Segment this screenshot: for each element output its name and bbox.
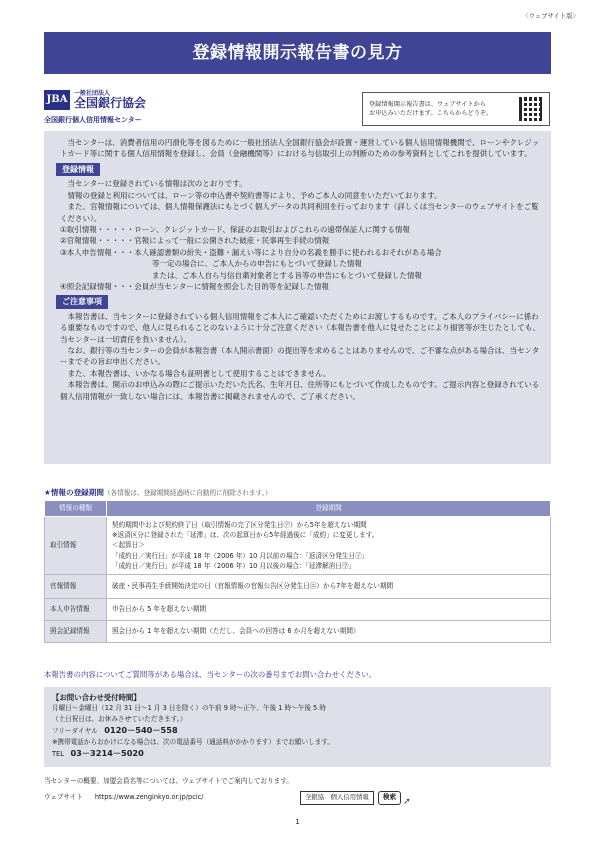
main-info-box bbox=[44, 131, 551, 464]
reg-item-4: ④照会記録情報・・・会員が当センターに情報を照会した目的等を記録した情報 bbox=[60, 281, 329, 291]
mobile-note: ※携帯電話からおかけになる場合は、次の電話番号（通話料がかかります）までお願いします。 bbox=[52, 737, 334, 746]
footer-website bbox=[44, 793, 204, 803]
period-line: 「成約日／実行日」が平成 18 年（2006 年）10 月以後の場合：「延滞解消日㋒」 bbox=[112, 561, 356, 570]
tel-number[interactable]: 03－3214－5020 bbox=[70, 747, 144, 758]
period-line: 契約期間中および契約終了日（取引情報の完了区分発生日㋐）から5年を超えない期間 bbox=[112, 521, 367, 529]
logo-mark: JBA bbox=[44, 90, 70, 110]
contact-question: 本報告書の内容についてご質問等がある場合は、当センターの次の番号までお問い合わせください。 bbox=[44, 670, 377, 679]
note-para-1: 本報告書は、当センターに登録されている個人信用情報をご本人にご確認いただくためにお渡しするものです。ご本人のプライバシーに係わる重要なものですので、他人に見られることのないように十分ご注意ください（本報告書を他人に見せたことにより損害等が生じたとしても、当センターは一切責任を負いません）。 bbox=[60, 311, 540, 344]
contact-hours: 月曜日～金曜日（12 月 31 日～1 月 3 日を除く）の午前 9 時～正午、午後 1 時～午後 5 時 bbox=[52, 704, 326, 713]
contact-heading: 【お問い合わせ受付時間】 bbox=[52, 693, 141, 702]
table-row bbox=[45, 517, 551, 575]
search-input[interactable]: 全銀協 個人信用情報 bbox=[300, 791, 374, 804]
free-dial-number[interactable]: 0120－540－558 bbox=[104, 724, 178, 735]
page-number: 1 bbox=[295, 818, 300, 826]
jba-logo bbox=[44, 90, 146, 110]
note-para-2: なお、銀行等の当センターの会員が本報告書（本人開示書面）の提出等を求めることはありませんので、ご不審な点がある場合は、当センターまでその旨お申出ください。 bbox=[60, 346, 540, 367]
contact-box bbox=[44, 687, 551, 767]
reg-item-3-cont-1: 等一定の場合に、ご本人からの申告にもとづいて登録した情報 bbox=[152, 259, 362, 269]
reg-period-title-text: ★情報の登録期間 bbox=[44, 488, 104, 497]
contact-holiday: （土日祝日は、お休みさせていただきます。） bbox=[52, 714, 187, 723]
reg-line-2: 情報の登録と利用については、ローン等の申込書や契約書等により、予めご本人の同意をいただいております。 bbox=[67, 190, 442, 200]
table-row bbox=[45, 621, 551, 643]
reg-line-1: 当センターに登録されている情報は次のとおりです。 bbox=[67, 179, 247, 189]
cursor-arrow-icon: ➚ bbox=[403, 797, 411, 807]
period-cell: 照会日から 1 年を超えない期間（ただし、会員への回答は 6 か月を超えない期間） bbox=[107, 621, 551, 643]
org-name: 全国銀行協会 bbox=[74, 96, 147, 111]
tel-row bbox=[52, 747, 543, 760]
version-note: 〈ウェブサイト版〉 bbox=[522, 12, 579, 20]
web-notice-line1: 登録情報開示報告書は、ウェブサイトから bbox=[369, 100, 486, 108]
web-application-box[interactable] bbox=[362, 92, 550, 126]
period-cell: 申告日から 5 年を超えない期間 bbox=[107, 599, 551, 621]
table-row bbox=[45, 575, 551, 599]
reg-line-3: また、官報情報については、個人情報保護法にもとづく個人データの共同利用を行っております（詳しくは当センターのウェブサイトをご覧ください）。 bbox=[60, 202, 539, 223]
note-para-4: 本報告書は、開示のお申込みの際にご提示いただいた氏名、生年月日、住所等にもとづいて作成したものです。ご提示内容と登録されている個人信用情報が一致しない場合には、本報告書に掲載されませんので、ご了承ください。 bbox=[60, 380, 540, 401]
free-dial-row bbox=[52, 724, 543, 737]
period-line: ＜起算日＞ bbox=[112, 541, 145, 550]
info-type-cell: 官報情報 bbox=[45, 575, 107, 599]
search-box bbox=[300, 790, 411, 806]
center-name: 全国銀行個人信用情報センター bbox=[44, 116, 142, 124]
tel-label: TEL bbox=[52, 749, 64, 758]
website-label: ウェブサイト bbox=[44, 793, 83, 801]
website-url-link[interactable]: https://www.zenginkyo.or.jp/pcic/ bbox=[94, 793, 204, 801]
registration-period-table bbox=[44, 500, 551, 643]
period-line: ※返済区分に登録された「延滞」は、次の起算日から5年経過後に「成約」に変更します。 bbox=[112, 531, 379, 540]
qr-code-icon[interactable] bbox=[519, 97, 543, 121]
reg-period-note: （各情報は、登録期間経過時に自動的に削除されます。） bbox=[103, 489, 272, 497]
page-title: 登録情報開示報告書の見方 bbox=[44, 32, 551, 74]
period-line: 「成約日／実行日」が平成 18 年（2006 年）10 月以前の場合：「返済区分発生日㋑」 bbox=[112, 551, 369, 560]
info-type-cell: 照会記録情報 bbox=[45, 621, 107, 643]
registered-info-heading: 登録情報 bbox=[56, 163, 100, 177]
reg-item-3-cont-2: または、ご本人自ら与信自粛対象者とする旨等の申告にもとづいて登録した情報 bbox=[152, 270, 422, 280]
note-para-3: また、本報告書は、いかなる場合も証明書として使用することはできません。 bbox=[67, 368, 331, 378]
reg-item-2: ②官報情報・・・・・官報によって一般に公開された破産・民事再生手続の情報 bbox=[60, 236, 330, 246]
intro-text: 当センターは、消費者信用の円滑化等を図るために一般社団法人全国銀行協会が設置・運営している個人信用情報機関で、ローンやクレジットカード等に関する個人信用情報を登録し、会員（金融機関等）における与信取引上の判断のための参考資料としてこれを提供しています。 bbox=[60, 138, 540, 159]
footer-overview: 当センターの概要、加盟会員名等については、ウェブサイトでご案内しております。 bbox=[44, 777, 293, 785]
table-header: 情報の種類 bbox=[45, 501, 107, 517]
notes-heading: ご注意事項 bbox=[56, 295, 108, 309]
registration-period-title bbox=[44, 487, 272, 499]
table-row bbox=[45, 599, 551, 621]
reg-item-3: ③本人申告情報・・・本人確認書類の紛失・盗難・漏えい等により自分の名義を勝手に使われるおそれがある場合 bbox=[60, 247, 442, 257]
search-button[interactable]: 検索 bbox=[378, 791, 401, 805]
info-type-cell: 取引情報 bbox=[45, 517, 107, 575]
table-header: 登録期間 bbox=[107, 501, 551, 517]
info-type-cell: 本人申告情報 bbox=[45, 599, 107, 621]
web-notice-line2: お申込みいただけます。こちらからどうぞ。 bbox=[369, 110, 493, 117]
period-cell: 破産・民事再生手続開始決定の日（官報情報の官報公告区分発生日㋓）から7年を超えない期間 bbox=[107, 575, 551, 599]
org-type: 一般社団法人 bbox=[74, 90, 111, 97]
reg-item-1: ①取引情報・・・・・ローン、クレジットカード、保証のお取引およびこれらの遠帯保証人に関する情報 bbox=[60, 224, 410, 234]
free-dial-label: フリーダイヤル bbox=[52, 726, 98, 735]
period-cell bbox=[107, 517, 551, 575]
